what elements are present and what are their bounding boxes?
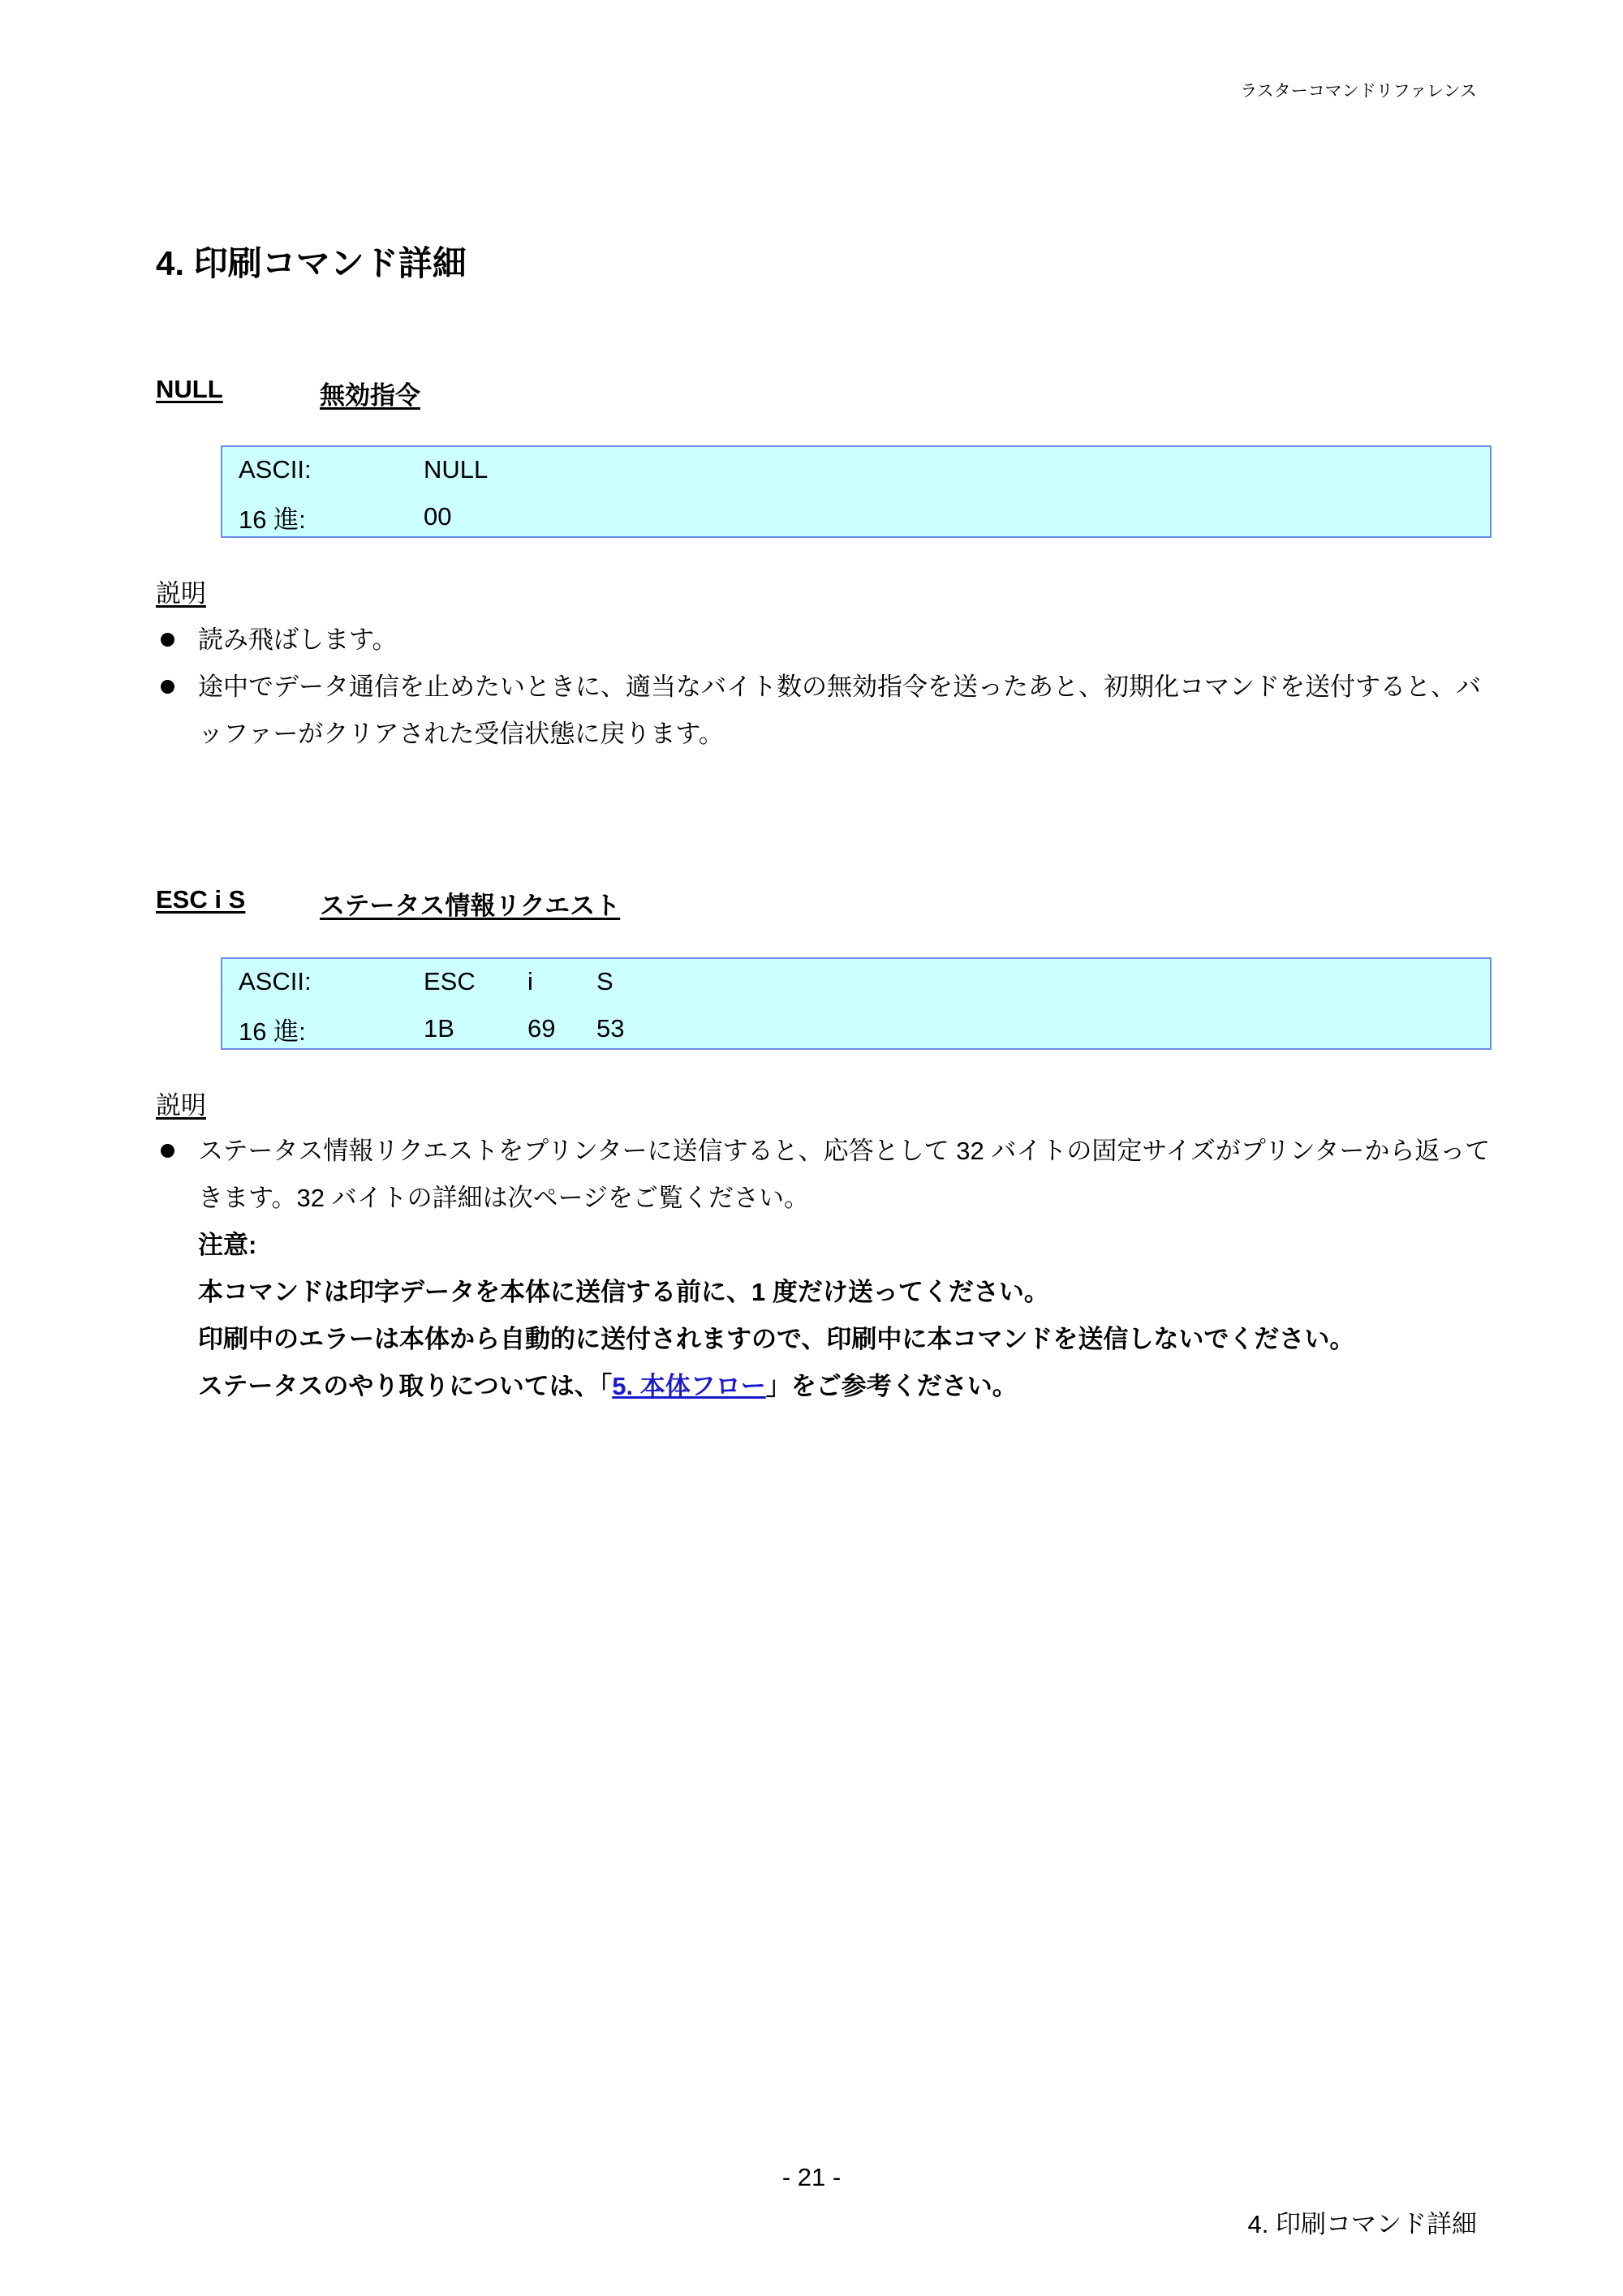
- ascii-value: ESC: [424, 967, 476, 995]
- ascii-value: S: [596, 967, 613, 995]
- hex-row: [239, 1013, 1490, 1045]
- running-footer: 4. 印刷コマンド詳細: [1247, 2210, 1477, 2238]
- list-item: [156, 617, 1503, 664]
- hex-label: 16 進:: [239, 1017, 306, 1046]
- bullet-icon: [161, 633, 174, 647]
- ascii-value: NULL: [424, 455, 489, 484]
- description-list: [156, 617, 1503, 758]
- description-label: 説明: [156, 1091, 206, 1120]
- command-syntax-box-null: [221, 445, 1492, 538]
- note-text: ステータスのやり取りについては、「: [198, 1372, 613, 1400]
- list-item: [156, 664, 1503, 758]
- command-syntax-box-esc-i-s: [221, 957, 1492, 1050]
- hex-value: 53: [596, 1014, 625, 1043]
- body-flow-link[interactable]: 5. 本体フロー: [612, 1372, 766, 1400]
- bullet-icon: [161, 680, 174, 694]
- description-label: 説明: [156, 579, 206, 608]
- note-line: 本コマンドは印字データを本体に送信する前に、1 度だけ送ってください。: [198, 1278, 1049, 1306]
- hex-label: 16 進:: [239, 505, 306, 534]
- hex-value: 1B: [424, 1014, 454, 1043]
- ascii-label: ASCII:: [239, 967, 312, 995]
- bullet-icon: [161, 1144, 174, 1158]
- running-header: ラスターコマンドリファレンス: [1240, 82, 1477, 101]
- hex-value: 69: [527, 1014, 556, 1043]
- ascii-value: i: [527, 967, 533, 995]
- command-code: ESC i S: [156, 885, 246, 914]
- chapter-title: 4. 印刷コマンド詳細: [156, 244, 467, 282]
- command-name: ステータス情報リクエスト: [320, 892, 621, 920]
- command-name: 無効指令: [320, 381, 420, 410]
- command-code: NULL: [156, 375, 223, 403]
- note-line: [156, 1363, 1503, 1410]
- bullet-text: 途中でデータ通信を止めたいときに、適当なバイト数の無効指令を送ったあと、初期化コマンドを送付すると、バッファーがクリアされた受信状態に戻ります。: [198, 673, 1481, 748]
- ascii-row: [239, 965, 1490, 998]
- command-heading-null: [156, 375, 420, 411]
- note-label: 注意:: [198, 1231, 257, 1259]
- bullet-text: ステータス情報リクエストをプリンターに送信すると、応答として 32 バイトの固定サイズがプリンターから返ってきます。32 バイトの詳細は次ページをご覧ください。: [198, 1137, 1491, 1212]
- ascii-label: ASCII:: [239, 455, 312, 484]
- ascii-row: [239, 454, 1490, 486]
- page-number: - 21 -: [781, 2163, 842, 2191]
- note-line: 印刷中のエラーは本体から自動的に送付されますので、印刷中に本コマンドを送信しないでください。: [198, 1325, 1355, 1353]
- description-list: [156, 1128, 1503, 1222]
- list-item: [156, 1128, 1503, 1222]
- hex-row: [239, 501, 1490, 533]
- bullet-text: 読み飛ばします。: [198, 626, 398, 654]
- notes-block: [156, 1222, 1503, 1410]
- command-heading-esc-i-s: [156, 885, 620, 922]
- hex-value: 00: [424, 502, 452, 531]
- note-text: 」をご参考ください。: [765, 1372, 1018, 1400]
